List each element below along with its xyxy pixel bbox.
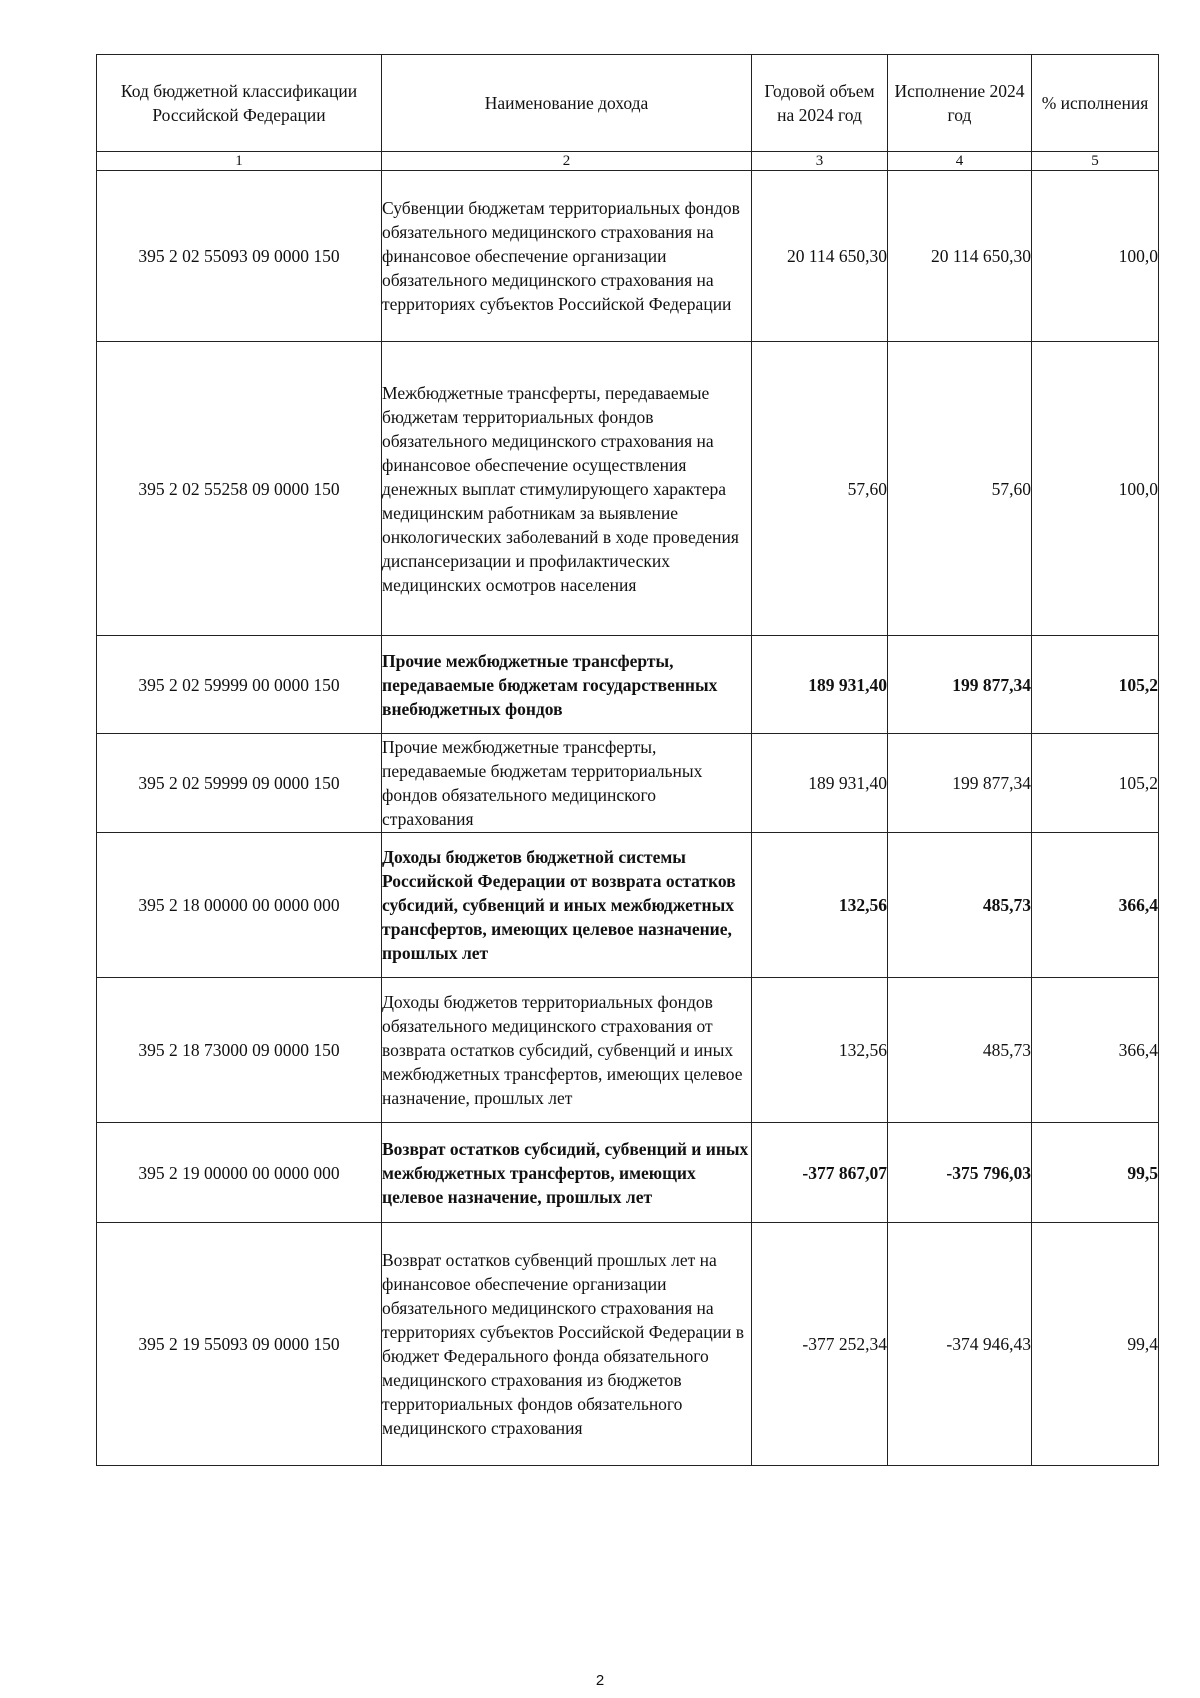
budget-income-table [96,54,1159,1466]
row-plan: 132,56 [752,978,888,1123]
row-plan: 57,60 [752,342,888,636]
row-fact: 199 877,34 [888,734,1032,833]
column-number: 1 [97,152,382,171]
table-row [97,734,1159,833]
row-code: 395 2 19 55093 09 0000 150 [97,1223,382,1466]
page-number: 2 [595,1672,605,1689]
column-number-row [97,152,1159,171]
row-percent: 100,0 [1032,342,1159,636]
row-fact: -375 796,03 [888,1123,1032,1223]
header-plan: Годовой объем на 2024 год [752,55,888,152]
row-name: Прочие межбюджетные трансферты, передаваемые бюджетам государственных внебюджетных фондов [382,636,752,734]
row-percent: 366,4 [1032,978,1159,1123]
row-name: Возврат остатков субсидий, субвенций и иных межбюджетных трансфертов, имеющих целевое назначение, прошлых лет [382,1123,752,1223]
row-code: 395 2 02 59999 00 0000 150 [97,636,382,734]
row-percent: 105,2 [1032,734,1159,833]
row-code: 395 2 02 59999 09 0000 150 [97,734,382,833]
table-row-subtotal [97,636,1159,734]
row-fact: 20 114 650,30 [888,171,1032,342]
column-number: 3 [752,152,888,171]
row-name: Межбюджетные трансферты, передаваемые бюджетам территориальных фондов обязательного медицинского страхования на финансовое обеспечение осуществления денежных выплат стимулирующего характера медицинским работникам за выявление онкологических заболеваний в ходе проведения диспансеризации и профилактических медицинских осмотров населения [382,342,752,636]
column-number: 2 [382,152,752,171]
row-percent: 366,4 [1032,833,1159,978]
table-row [97,342,1159,636]
header-percent: % исполнения [1032,55,1159,152]
row-name: Возврат остатков субвенций прошлых лет на финансовое обеспечение организации обязательного медицинского страхования на территориях субъектов Российской Федерации в бюджет Федерального фонда обязательного медицинского страхования из бюджетов территориальных фондов обязательного медицинского страхования [382,1223,752,1466]
row-code: 395 2 02 55093 09 0000 150 [97,171,382,342]
row-fact: 485,73 [888,978,1032,1123]
column-number: 4 [888,152,1032,171]
table-row [97,171,1159,342]
row-fact: 485,73 [888,833,1032,978]
table-row-subtotal [97,1123,1159,1223]
table-row [97,1223,1159,1466]
header-code: Код бюджетной классификации Российской Федерации [97,55,382,152]
row-fact: -374 946,43 [888,1223,1032,1466]
row-plan: 20 114 650,30 [752,171,888,342]
row-code: 395 2 19 00000 00 0000 000 [97,1123,382,1223]
row-fact: 57,60 [888,342,1032,636]
row-code: 395 2 18 00000 00 0000 000 [97,833,382,978]
row-plan: -377 867,07 [752,1123,888,1223]
header-name: Наименование дохода [382,55,752,152]
row-percent: 105,2 [1032,636,1159,734]
row-percent: 99,5 [1032,1123,1159,1223]
row-name: Прочие межбюджетные трансферты, передаваемые бюджетам территориальных фондов обязательного медицинского страхования [382,734,752,833]
row-plan: -377 252,34 [752,1223,888,1466]
row-plan: 132,56 [752,833,888,978]
table-row-subtotal [97,833,1159,978]
row-name: Доходы бюджетов бюджетной системы Российской Федерации от возврата остатков субсидий, субвенций и иных межбюджетных трансфертов, имеющих целевое назначение, прошлых лет [382,833,752,978]
row-code: 395 2 02 55258 09 0000 150 [97,342,382,636]
row-fact: 199 877,34 [888,636,1032,734]
row-name: Субвенции бюджетам территориальных фондов обязательного медицинского страхования на финансовое обеспечение организации обязательного медицинского страхования на территориях субъектов Российской Федерации [382,171,752,342]
row-plan: 189 931,40 [752,734,888,833]
row-percent: 99,4 [1032,1223,1159,1466]
column-number: 5 [1032,152,1159,171]
row-code: 395 2 18 73000 09 0000 150 [97,978,382,1123]
table-row [97,978,1159,1123]
header-fact: Исполнение 2024 год [888,55,1032,152]
row-plan: 189 931,40 [752,636,888,734]
row-percent: 100,0 [1032,171,1159,342]
header-row [97,55,1159,152]
row-name: Доходы бюджетов территориальных фондов обязательного медицинского страхования от возврата остатков субсидий, субвенций и иных межбюджетных трансфертов, имеющих целевое назначение, прошлых лет [382,978,752,1123]
